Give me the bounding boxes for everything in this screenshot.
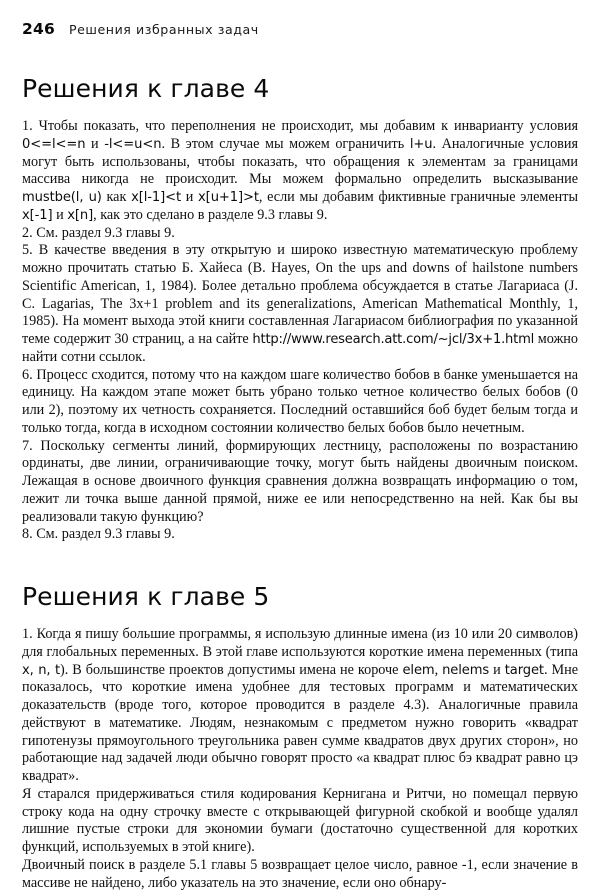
text-run: Двоичный поиск в разделе 5.1 главы 5 возвращает целое число, равное -1, если значение в массиве не найдено, либо указатель на это значение, если оно обнару- xyxy=(22,856,578,891)
paragraph-ch5-item-1c xyxy=(22,857,578,892)
section-2-body xyxy=(22,626,578,892)
section-heading-chapter-5: Решения к главе 5 xyxy=(22,582,270,611)
text-run: и xyxy=(52,206,68,223)
code-span: elem xyxy=(402,662,435,678)
section-1-body xyxy=(22,118,578,544)
running-head-title: Решения избранных задач xyxy=(68,22,259,37)
section-2-heading-wrap xyxy=(22,584,578,609)
text-run: . В этом случае мы можем ограничить xyxy=(161,135,410,152)
text-run: 6. Процесс сходится, потому что на каждом шаге количество бобов в банке уменьшается на единицу. На каждом этапе может быть убрано только четное количество белых бобов (0 или 2), поэтому их четность сохраняется. Последний оставшийся боб будет белым тогда и только тогда, когда в исходном состоянии количество белых бобов было нечетным. xyxy=(22,366,578,436)
code-span: mustbe(l, u) xyxy=(22,190,102,205)
code-span: l+u xyxy=(409,136,433,152)
text-run: 1. Чтобы показать, что переполнения не происходит, мы добавим к инварианту условия xyxy=(22,118,578,134)
paragraph-ch5-item-1 xyxy=(22,626,578,786)
text-run: как xyxy=(101,189,132,205)
code-span: x[l-1]<t xyxy=(131,190,182,205)
paragraph-ch4-item-5 xyxy=(22,242,578,366)
text-run: 8. См. раздел 9.3 главы 9. xyxy=(22,526,175,543)
paragraph-ch4-item-2 xyxy=(22,225,578,243)
paragraph-ch5-item-1b xyxy=(22,786,578,857)
text-run: , как это сделано в разделе 9.3 главы 9. xyxy=(93,206,328,223)
code-span: x, n, t xyxy=(22,662,61,678)
paragraph-ch4-item-8 xyxy=(22,526,578,544)
url-span: http://www.research.att.com/~jcl/3x+1.html xyxy=(252,332,535,347)
text-run: , если мы добавим фиктивные граничные элементы xyxy=(258,189,579,205)
text-run: ). В большинстве проектов допустимы имена не короче xyxy=(60,661,403,678)
text-run: 2. См. раздел 9.3 главы 9. xyxy=(22,224,175,241)
code-span: x[-1] xyxy=(22,207,53,223)
paragraph-ch4-item-6 xyxy=(22,367,578,438)
paragraph-ch4-item-1 xyxy=(22,118,578,225)
text-run: . Мне показалось, что короткие имена удобнее для тестовых программ и математических доказательств (вроде того, которое проводится в разделе 4.3). Аналогичные правила действуют в математике. Людям, незнакомым с предметом нужно говорить «квадрат гипотенузы прямоугольного треугольника равен сумме квадратов двух других сторон», но работающие над задачей люди обычно говорят просто «а квадрат плюс бэ квадрат равно цэ квадрат». xyxy=(22,661,578,784)
paragraph-ch4-item-7 xyxy=(22,438,578,527)
text-run: 1. Когда я пишу большие программы, я использую длинные имена (из 10 или 20 символов) для глобальных переменных. В этой главе используются короткие имена переменных (типа xyxy=(22,626,578,660)
text-run: и xyxy=(489,661,505,678)
running-head xyxy=(22,0,578,44)
page-number: 246 xyxy=(22,20,55,38)
text-run: можно найти сотни ссылок. xyxy=(22,331,578,365)
text-run: и xyxy=(181,189,199,205)
code-span: 0<=l<=n xyxy=(22,136,86,152)
code-span: x[u+1]>t xyxy=(198,190,259,205)
text-run: и xyxy=(85,135,105,152)
code-span: x[n] xyxy=(67,207,94,223)
section-heading-chapter-4: Решения к главе 4 xyxy=(22,74,270,103)
text-run: . Аналогичные условия могут быть использованы, чтобы показать, что обращения к элементам за границами массива никогда не происходит. Мы можем формально определить высказывание xyxy=(22,135,578,188)
text-run: 5. В качестве введения в эту открытую и широко известную математическую проблему можно прочитать статью Б. Хайеса (B. Hayes, On the ups and downs of hailstone numbers Scientific American, 1, 1984). Более детально проблема обсуждается в статье Лагариаса (J. C. Lagarias, The 3x+1 problem and its generalizations, American Mathematical Monthly, 1, 1985). На момент выхода этой книги составленная Лагариасом библиография по указанной теме содержит 30 страниц, а на сайте xyxy=(22,242,578,347)
code-span: target xyxy=(504,662,544,678)
text-run: Я старался придерживаться стиля кодирования Кернигана и Ритчи, но помещал первую строку кода на одну строчку вместе с открывающей фигурной скобкой и вообще удалял лишние пустые строки для экономии бумаги (достаточно существенной для коротких функций, используемых в этой книге). xyxy=(22,785,578,855)
section-1-heading-wrap xyxy=(22,76,578,101)
code-span: -l<=u<n xyxy=(104,136,162,152)
text-run: 7. Поскольку сегменты линий, формирующих лестницу, расположены по возрастанию ординаты, две линии, ограничивающие точку, могут быть найдены двоичным поиском. Лежащая в основе двоичного функция сравнения должна возвращать информацию о том, лежит ли точка выше данной прямой, ниже ее или непосредственно на ней. Как бы вы реализовали такую функцию? xyxy=(22,437,578,525)
text-run: , xyxy=(434,661,443,678)
code-span: nelems xyxy=(442,662,490,678)
